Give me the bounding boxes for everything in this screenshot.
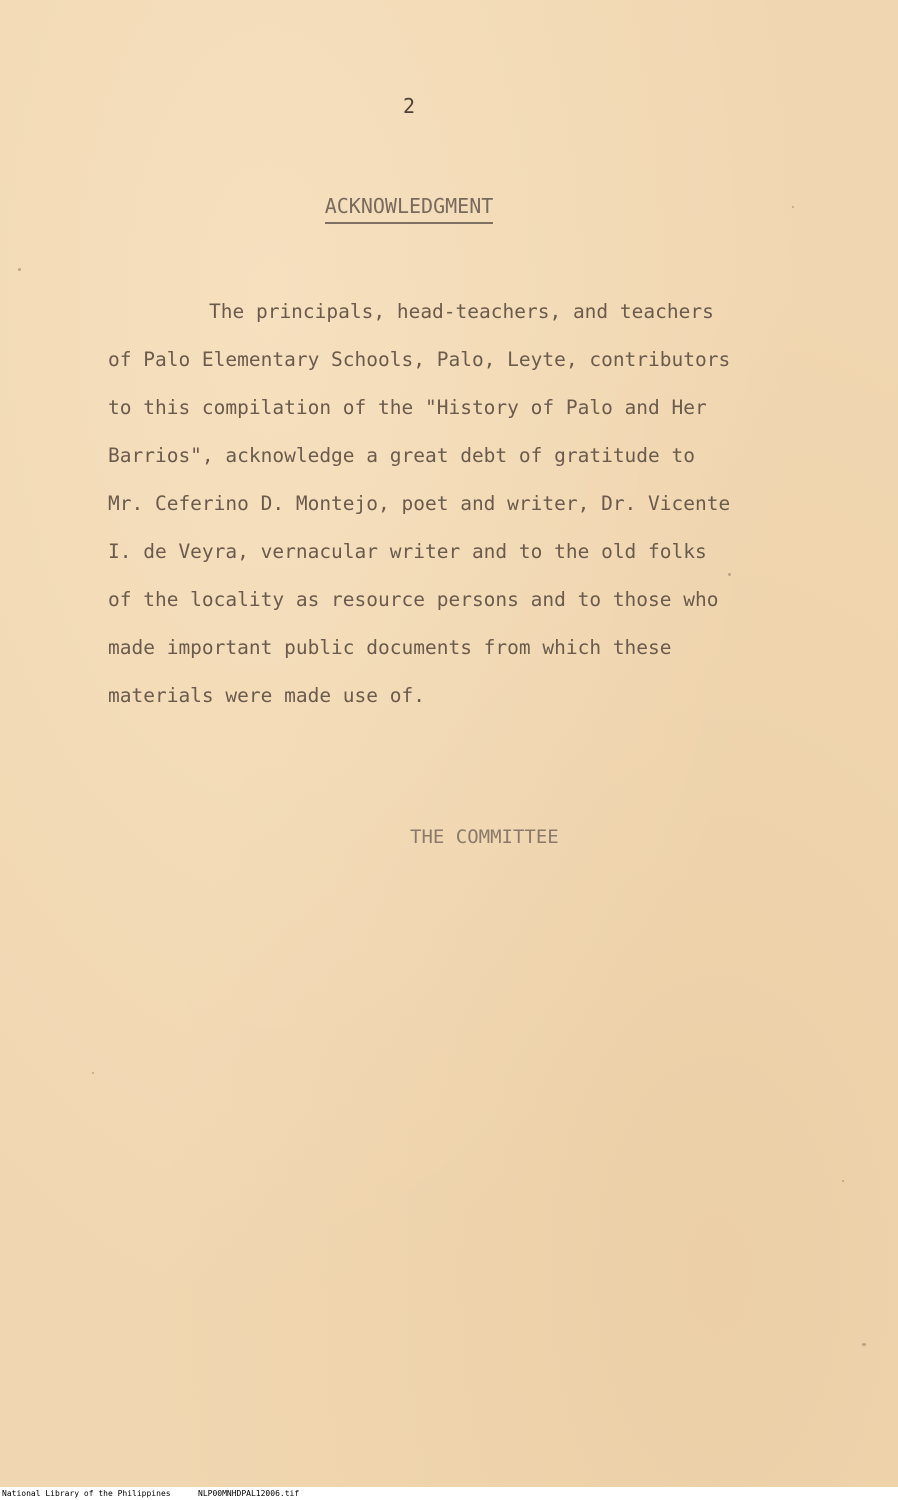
acknowledgment-paragraph [108,288,788,720]
paragraph-line: of Palo Elementary Schools, Palo, Leyte, contributors [108,348,731,371]
paper-speck [728,573,731,576]
paragraph-line: The principals, head-teachers, and teachers [209,300,714,323]
document-title-text: ACKNOWLEDGMENT [325,194,494,224]
paragraph-line: I. de Veyra, vernacular writer and to the old folks [108,540,707,563]
paper-speck [792,206,794,208]
footer-source: National Library of the Philippines [2,1489,171,1498]
paragraph-line: of the locality as resource persons and to those who [108,588,719,611]
paper-speck [18,268,21,271]
paragraph-line: made important public documents from which these [108,636,672,659]
paragraph-line: Mr. Ceferino D. Montejo, poet and writer, Dr. Vicente [108,492,731,515]
paper-speck [92,1072,94,1074]
paragraph-line: to this compilation of the "History of Palo and Her [108,396,707,419]
paragraph-line: Barrios", acknowledge a great debt of gratitude to [108,444,695,467]
footer-filename: NLP00MNHDPAL12006.tif [198,1489,300,1498]
scan-footer [0,1487,898,1500]
page-number: 2 [402,94,416,118]
paragraph-line: materials were made use of. [108,684,425,707]
signature-line: THE COMMITTEE [410,826,559,848]
paper-speck [842,1180,844,1182]
paper-speck [862,1343,866,1346]
document-title [0,194,818,224]
